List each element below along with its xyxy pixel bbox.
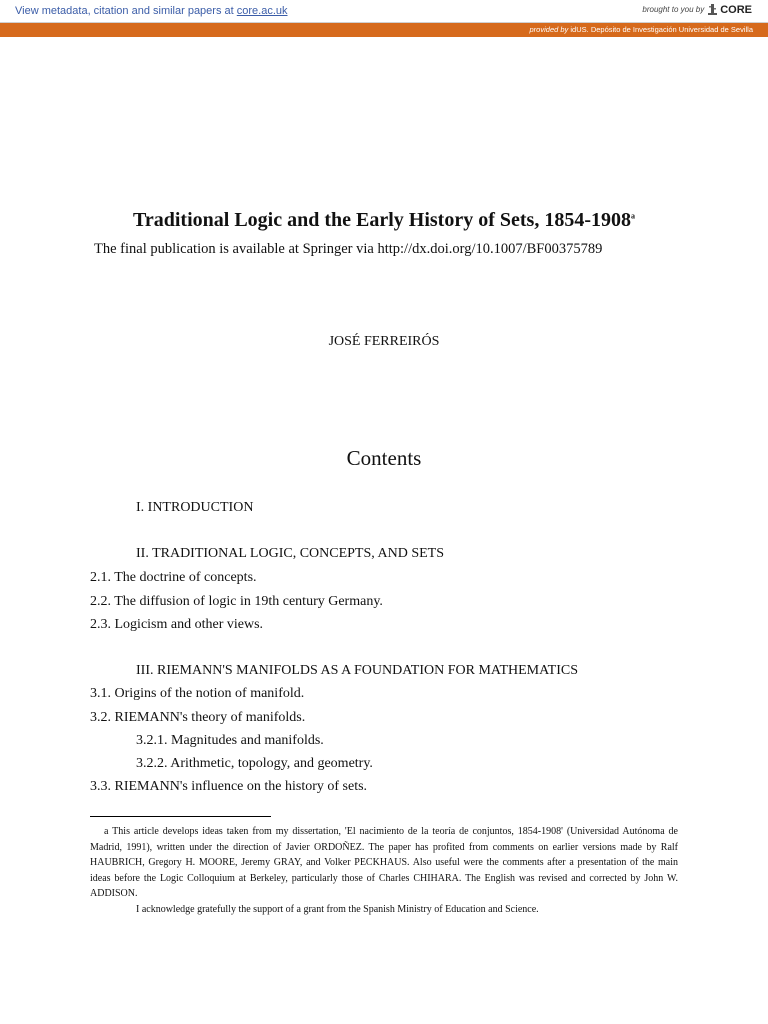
paper-title bbox=[0, 209, 768, 232]
toc-item: 2.1. The doctrine of concepts. bbox=[90, 570, 257, 585]
paper-title-text: Traditional Logic and the Early History of Sets, 1854-1908 bbox=[133, 209, 631, 231]
toc-item: I. INTRODUCTION bbox=[136, 500, 254, 515]
core-metadata-link[interactable] bbox=[15, 5, 288, 17]
toc-item: 2.2. The diffusion of logic in 19th century Germany. bbox=[90, 594, 383, 609]
provider-bar bbox=[0, 23, 768, 37]
core-view-text: View metadata, citation and similar papers at bbox=[15, 5, 234, 17]
footnote bbox=[90, 824, 678, 917]
core-brand[interactable] bbox=[642, 3, 752, 16]
toc-item: 2.3. Logicism and other views. bbox=[90, 617, 264, 632]
provider-note[interactable] bbox=[530, 25, 753, 34]
core-banner bbox=[0, 0, 768, 23]
toc-item: 3.2.2. Arithmetic, topology, and geometry. bbox=[136, 756, 373, 771]
provided-by-label: provided by bbox=[529, 25, 569, 34]
footnote-paragraph: I acknowledge gratefully the support of a grant from the Spanish Ministry of Education and Science. bbox=[136, 903, 539, 915]
toc-item: II. TRADITIONAL LOGIC, CONCEPTS, AND SETS bbox=[136, 546, 444, 561]
toc-item: III. RIEMANN'S MANIFOLDS AS A FOUNDATION FOR MATHEMATICS bbox=[136, 663, 579, 678]
core-logo-text: CORE bbox=[720, 3, 752, 16]
core-logo-icon bbox=[707, 3, 718, 16]
core-logo bbox=[707, 3, 752, 16]
publication-note: The final publication is available at Springer via http://dx.doi.org/10.1007/BF00375789 bbox=[94, 241, 603, 257]
toc-item: 3.2.1. Magnitudes and manifolds. bbox=[136, 733, 324, 748]
toc-item: 3.3. RIEMANN's influence on the history of sets. bbox=[90, 779, 368, 794]
provider-name: idUS. Depósito de Investigación Universidad de Sevilla bbox=[570, 25, 753, 34]
author-name: JOSÉ FERREIRÓS bbox=[328, 334, 440, 349]
core-ac-uk-link[interactable]: core.ac.uk bbox=[236, 5, 288, 17]
brought-text: brought to you by bbox=[642, 5, 705, 14]
toc-item: 3.1. Origins of the notion of manifold. bbox=[90, 686, 305, 701]
title-footnote-mark: a bbox=[630, 211, 635, 221]
contents-heading: Contents bbox=[346, 446, 422, 470]
footnote-divider bbox=[90, 816, 271, 817]
toc-item: 3.2. RIEMANN's theory of manifolds. bbox=[90, 710, 306, 725]
footnote-paragraph: a This article develops ideas taken from my dissertation, 'El nacimiento de la teoría de conjuntos, 1854-1908' (Universidad Autónoma de Madrid, 1991), written under the direction of Javier ORDOÑEZ. The paper has profited from comments on earlier versions made by Ralf HAUBRICH, Gregory H. MOORE, Jeremy GRAY, and Volker PECKHAUS. Also useful were the comments after a presentation of the main ideas before the Logic Colloquium at Berkeley, particularly those of Charles CHIHARA. The English was revised and corrected by John W. ADDISON. bbox=[90, 826, 678, 899]
